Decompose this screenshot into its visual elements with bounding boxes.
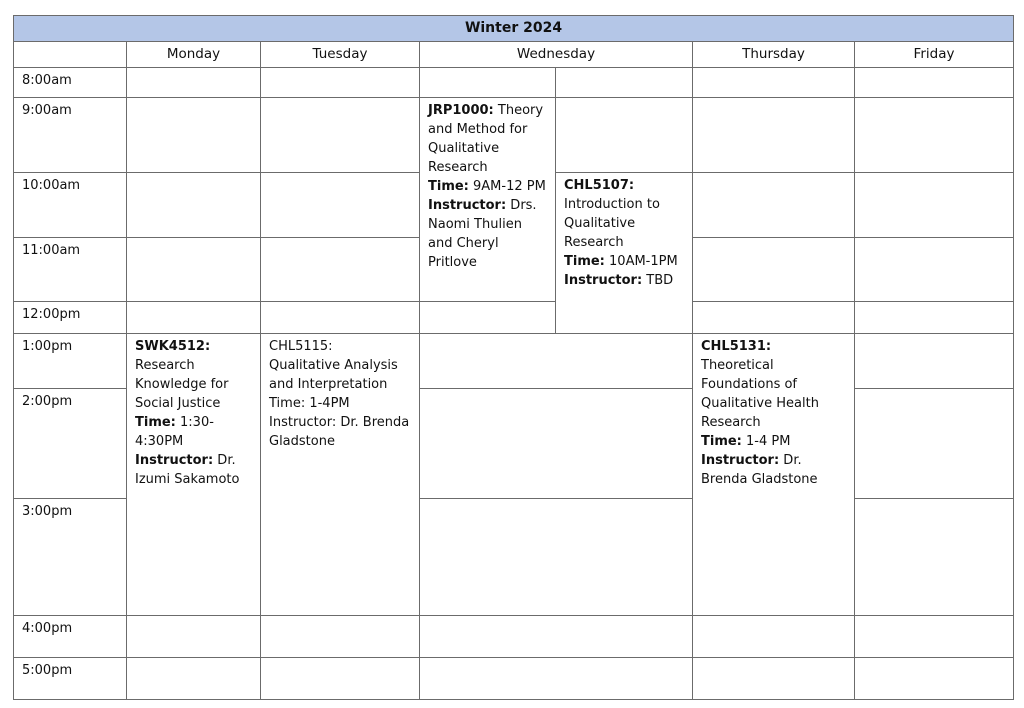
course-name: Research Knowledge for Social Justice xyxy=(135,357,229,411)
course-time: 1-4 PM xyxy=(741,433,791,449)
time-label: 9:00am xyxy=(14,98,127,173)
slot xyxy=(127,301,261,333)
slot xyxy=(855,615,1014,657)
slot xyxy=(261,237,420,301)
slot xyxy=(127,173,261,237)
slot xyxy=(420,301,556,333)
time-label: 12:00pm xyxy=(14,301,127,333)
slot xyxy=(127,68,261,98)
course-time-label: Time: xyxy=(701,433,742,449)
slot xyxy=(420,389,693,499)
course-code: JRP1000: xyxy=(428,103,494,119)
day-header-thursday: Thursday xyxy=(693,42,855,68)
slot xyxy=(855,173,1014,237)
course-instructor: Dr. Brenda Gladstone xyxy=(269,414,410,449)
day-header-wednesday: Wednesday xyxy=(420,42,693,68)
time-label: 1:00pm xyxy=(14,333,127,388)
course-instructor: TBD xyxy=(642,273,674,289)
slot xyxy=(420,499,693,615)
course-time: 1:30-4:30PM xyxy=(135,414,214,449)
course-chl5107 xyxy=(556,173,693,333)
course-instructor: Drs. Naomi Thulien and Cheryl Pritlove xyxy=(428,198,537,271)
time-label: 3:00pm xyxy=(14,499,127,615)
course-chl5131 xyxy=(693,333,855,615)
course-code: CHL5107: xyxy=(564,178,635,194)
slot xyxy=(127,657,261,699)
slot xyxy=(127,615,261,657)
course-instructor-label: Instructor: xyxy=(701,452,780,468)
slot xyxy=(261,615,420,657)
course-instructor: Dr. Izumi Sakamoto xyxy=(135,452,240,487)
day-header-monday: Monday xyxy=(127,42,261,68)
slot xyxy=(855,657,1014,699)
course-instructor-label: Instructor: xyxy=(135,452,214,468)
slot xyxy=(420,333,693,388)
slot xyxy=(420,68,556,98)
course-instructor-label: Instructor: xyxy=(428,198,507,214)
course-jrp1000 xyxy=(420,98,556,302)
course-time: 10AM-1PM xyxy=(604,254,678,270)
course-instructor-label: Instructor: xyxy=(564,273,643,289)
slot xyxy=(855,499,1014,615)
time-label: 10:00am xyxy=(14,173,127,237)
course-time: 9AM-12 PM xyxy=(468,179,546,195)
course-code: SWK4512: xyxy=(135,338,211,354)
schedule-title: Winter 2024 xyxy=(14,16,1014,42)
day-header-tuesday: Tuesday xyxy=(261,42,420,68)
slot xyxy=(556,68,693,98)
slot xyxy=(855,237,1014,301)
course-time-label: Time: xyxy=(428,179,469,195)
time-label: 8:00am xyxy=(14,68,127,98)
slot xyxy=(693,657,855,699)
slot xyxy=(420,615,693,657)
course-name: Qualitative Analysis and Interpretation xyxy=(269,357,398,392)
header-corner xyxy=(14,42,127,68)
slot xyxy=(855,98,1014,173)
slot xyxy=(855,301,1014,333)
course-instructor-label: Instructor: xyxy=(269,414,337,430)
slot xyxy=(127,237,261,301)
slot xyxy=(420,657,693,699)
slot xyxy=(855,68,1014,98)
course-name: Introduction to Qualitative Research xyxy=(564,197,660,251)
course-code: CHL5115: xyxy=(269,338,333,354)
course-name: Theory and Method for Qualitative Research xyxy=(428,103,544,176)
slot xyxy=(127,98,261,173)
time-label: 4:00pm xyxy=(14,615,127,657)
time-label: 5:00pm xyxy=(14,657,127,699)
slot xyxy=(261,657,420,699)
slot xyxy=(261,301,420,333)
slot xyxy=(693,301,855,333)
time-label: 2:00pm xyxy=(14,389,127,499)
slot xyxy=(556,98,693,173)
schedule-table xyxy=(13,15,1014,700)
slot xyxy=(693,98,855,173)
course-time-label: Time: xyxy=(269,395,306,411)
course-swk4512 xyxy=(127,333,261,615)
course-name: Theoretical Foundations of Qualitative Health Research xyxy=(701,357,819,430)
course-chl5115 xyxy=(261,333,420,615)
slot xyxy=(261,68,420,98)
course-time: 1-4PM xyxy=(305,395,350,411)
slot xyxy=(261,98,420,173)
course-instructor: Dr. Brenda Gladstone xyxy=(701,452,818,487)
course-time-label: Time: xyxy=(135,414,176,430)
slot xyxy=(855,333,1014,388)
time-label: 11:00am xyxy=(14,237,127,301)
slot xyxy=(693,615,855,657)
course-code: CHL5131: xyxy=(701,338,772,354)
slot xyxy=(693,237,855,301)
slot xyxy=(693,68,855,98)
slot xyxy=(261,173,420,237)
course-time-label: Time: xyxy=(564,254,605,270)
day-header-friday: Friday xyxy=(855,42,1014,68)
slot xyxy=(693,173,855,237)
slot xyxy=(855,389,1014,499)
